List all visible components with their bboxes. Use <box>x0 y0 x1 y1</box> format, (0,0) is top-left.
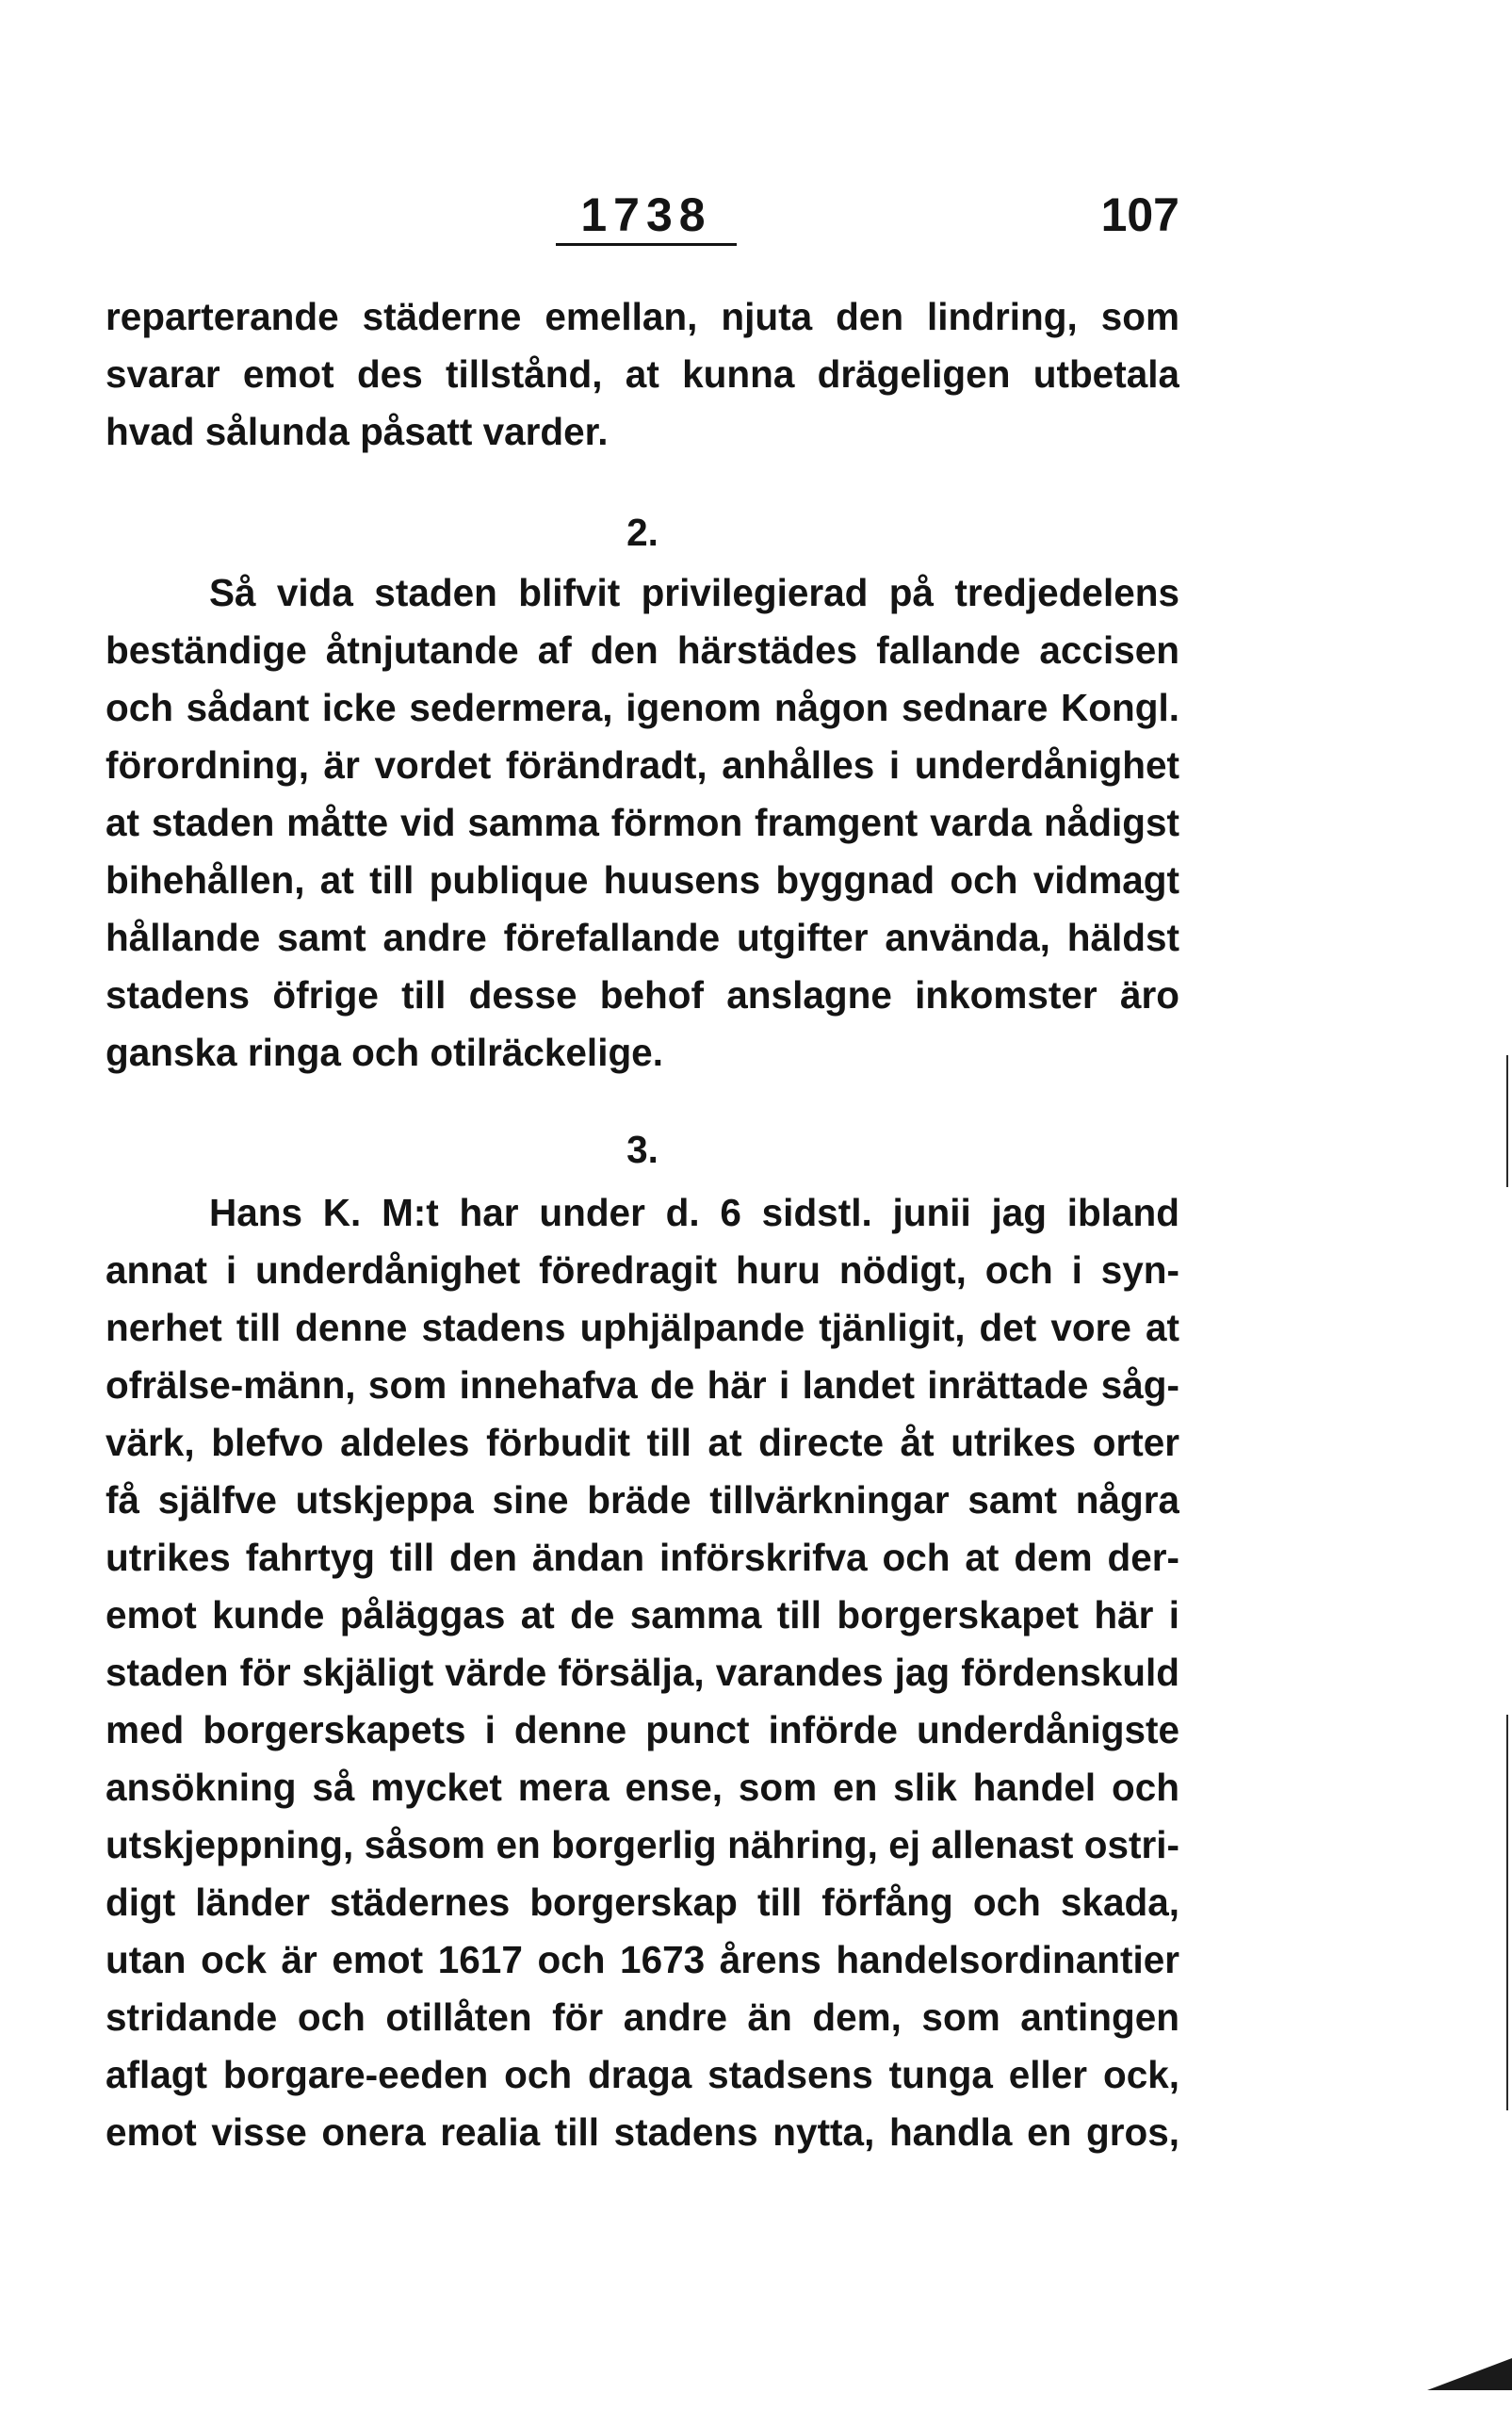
text-line: hållande samt andre förefallande utgifter använda, häldst <box>106 916 1179 959</box>
corner-scan-mark <box>1427 2358 1512 2390</box>
header-year: 1738 <box>556 188 737 246</box>
text-line: ganska ringa och otilräckelige. <box>106 1031 663 1074</box>
text-line: reparterande städerne emellan, njuta den lindring, som <box>106 295 1179 338</box>
text-line: staden för skjäligt värde försälja, varandes jag fördenskuld <box>106 1651 1179 1694</box>
text-line: digt länder städernes borgerskap till förfång och skada, <box>106 1881 1179 1924</box>
text-line: få själfve utskjeppa sine bräde tillvärkningar samt några <box>106 1478 1179 1522</box>
text-line: värk, blefvo aldeles förbudit till at directe åt utrikes orter <box>106 1421 1179 1464</box>
text-line: at staden måtte vid samma förmon framgent varda nådigst <box>106 801 1179 844</box>
page-header <box>106 188 1179 254</box>
text-line: aflagt borgare-eeden och draga stadsens tunga eller ock, <box>106 2053 1179 2096</box>
text-line: ofrälse-männ, som innehafva de här i landet inrättade såg- <box>106 1363 1179 1407</box>
page-number: 107 <box>1100 188 1179 241</box>
text-line: stadens öfrige till desse behof anslagne inkomster äro <box>106 973 1179 1017</box>
text-line: emot visse onera realia till stadens nytta, handla en gros, <box>106 2110 1179 2154</box>
text-line: ansökning så mycket mera ense, som en slik handel och <box>106 1766 1179 1809</box>
text-line: utrikes fahrtyg till den ändan införskrifva och at dem der- <box>106 1536 1179 1579</box>
text-line: nerhet till denne stadens uphjälpande tjänligit, det vore at <box>106 1306 1179 1349</box>
text-line: utskjeppning, såsom en borgerlig nähring, ej allenast ostri- <box>106 1823 1179 1866</box>
paragraph-continued <box>106 288 1179 461</box>
text-line: Så vida staden blifvit privilegierad på tredjedelens <box>209 571 1179 614</box>
text-line: emot kunde påläggas at de samma till borgerskapet här i <box>106 1593 1179 1636</box>
text-line: stridande och otillåten för andre än dem, som antingen <box>106 1995 1179 2039</box>
text-line: svarar emot des tillstånd, at kunna drägeligen utbetala <box>106 352 1179 396</box>
text-line: annat i underdånighet föredragit huru nödigt, och i syn- <box>106 1248 1179 1292</box>
page-edge-mark <box>1506 1715 1508 2110</box>
text-line: beständige åtnjutande af den härstädes fallande accisen <box>106 628 1179 672</box>
text-line: med borgerskapets i denne punct införde underdånigste <box>106 1708 1179 1751</box>
text-line: Hans K. M:t har under d. 6 sidstl. junii jag ibland <box>209 1191 1179 1234</box>
text-line: och sådant icke sedermera, igenom någon sednare Kongl. <box>106 686 1179 729</box>
text-line: bihehållen, at till publique huusens byggnad och vidmagt <box>106 858 1179 902</box>
section-number-2: 2. <box>626 511 658 554</box>
page-edge-mark <box>1506 1055 1508 1187</box>
section-number-3: 3. <box>626 1128 658 1171</box>
paragraph-section-3 <box>106 1184 1179 2161</box>
paragraph-section-2 <box>106 564 1179 1082</box>
text-line: utan ock är emot 1617 och 1673 årens handelsordinantier <box>106 1938 1179 1981</box>
text-line: förordning, är vordet förändradt, anhålles i underdånighet <box>106 743 1179 787</box>
text-line: hvad sålunda påsatt varder. <box>106 410 609 453</box>
